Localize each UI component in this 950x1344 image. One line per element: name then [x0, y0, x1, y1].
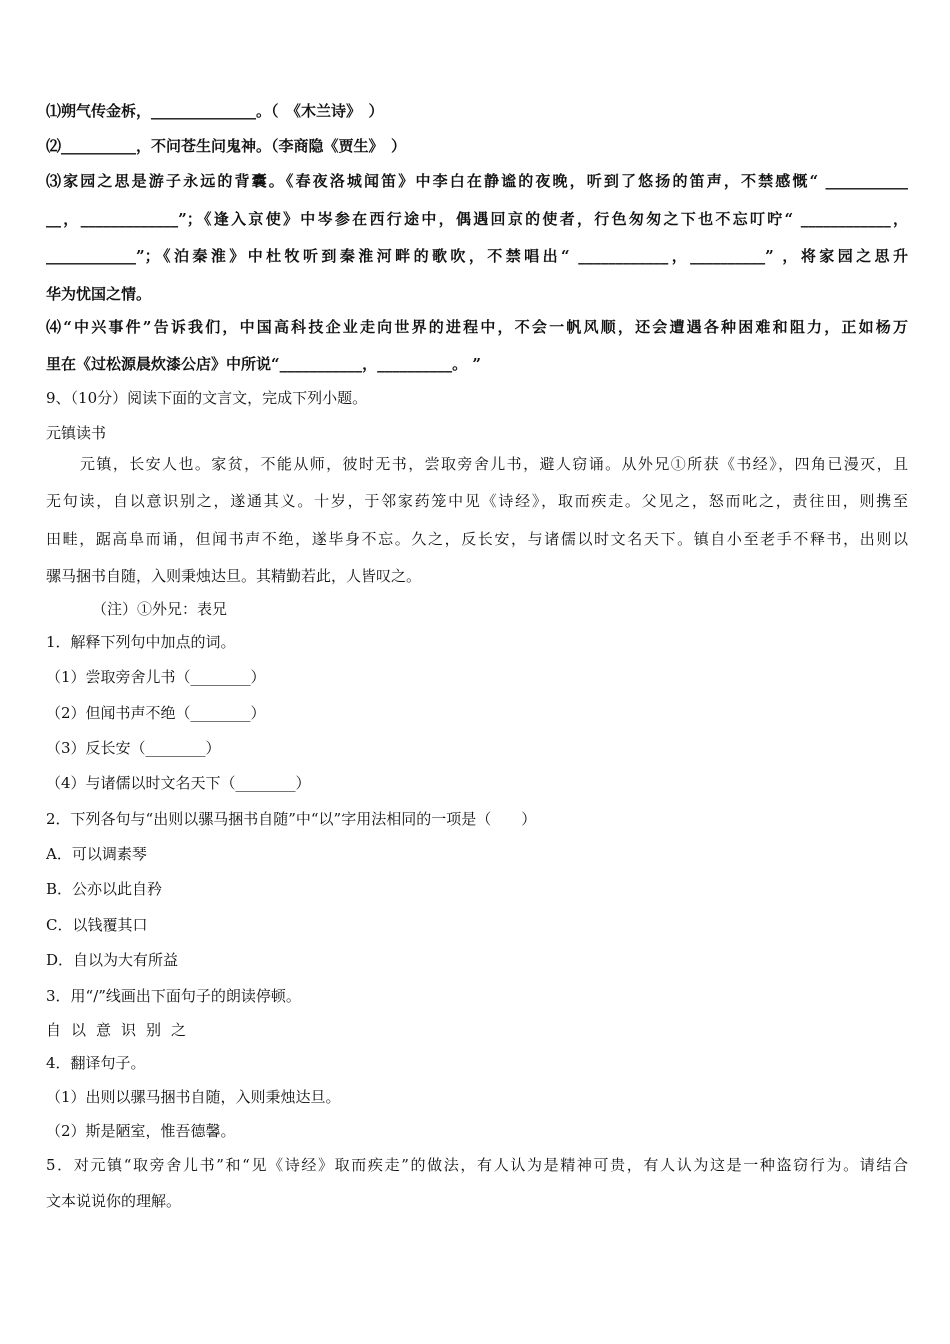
poem-fill-q3-line: ⑶家园之思是游子永远的背囊。《春夜洛城闻笛》中李白在静谧的夜晚，听到了悠扬的笛声，不禁感慨“ ___________ [46, 172, 908, 190]
passage-line: 元镇，长安人也。家贫，不能从师，彼时无书，尝取旁舍儿书，避人窃诵。从外兄①所获《书经》，四角已漫灭，且 [80, 455, 908, 473]
passage-note: （注）①外兄：表兄 [92, 600, 228, 618]
sub-question-4-stem: 4．翻译句子。 [46, 1054, 146, 1072]
sub-question-1-item: （1）尝取旁舍儿书（________） [46, 668, 266, 686]
option-b: B．公亦以此自矜 [46, 880, 163, 898]
poem-fill-q4-line: 里在《过松源晨炊漆公店》中所说“___________，__________。 ” [46, 355, 481, 373]
poem-fill-q3-line: 华为忧国之情。 [46, 285, 152, 303]
option-a: A．可以调素琴 [46, 845, 147, 863]
poem-fill-q3-line: ____________”；《泊秦淮》中杜牧听到秦淮河畔的歌吹，不禁唱出“ ____________，__________” ，将家园之思升 [46, 247, 908, 265]
sub-question-3-stem: 3．用“/”线画出下面句子的朗读停顿。 [46, 987, 301, 1005]
passage-line: 无句读，自以意识别之，遂通其义。十岁，于邻家药笼中见《诗经》，取而疾走。父见之，怒而叱之，责往田，则携至 [46, 492, 908, 510]
pause-sentence: 自以意识别之 [46, 1021, 197, 1039]
sub-question-1-item: （4）与诸儒以时文名天下（________） [46, 774, 311, 792]
sub-question-1-item: （2）但闻书声不绝（________） [46, 704, 266, 722]
poem-fill-q3-line: __，_____________”；《逢入京使》中岑参在西行途中，偶遇回京的使者，行色匆匆之下也不忘叮咛“ ____________， [46, 210, 908, 228]
passage-line: 田畦，踞高阜而诵，但闻书声不绝，遂毕身不忘。久之，反长安，与诸儒以时文名天下。镇自小至老手不释书，出则以 [46, 530, 908, 548]
sub-question-4-item: （2）斯是陋室，惟吾德馨。 [46, 1122, 236, 1140]
option-d: D．自以为大有所益 [46, 951, 179, 969]
question-9-header: 9、（10分）阅读下面的文言文，完成下列小题。 [46, 389, 368, 407]
sub-question-2-stem: 2．下列各句与“出则以骡马捆书自随”中“以”字用法相同的一项是（ ） [46, 810, 537, 828]
sub-question-5-stem-line: 5．对元镇“取旁舍儿书”和“见《诗经》取而疾走”的做法，有人认为是精神可贵，有人认为这是一种盗窃行为。请结合 [46, 1156, 908, 1174]
passage-title: 元镇读书 [46, 424, 107, 442]
poem-fill-q2: ⑵__________，不问苍生问鬼神。（李商隐《贾生》 ） [46, 137, 407, 155]
poem-fill-q4-line: ⑷“中兴事件”告诉我们，中国高科技企业走向世界的进程中，不会一帆风顺，还会遭遇各种困难和阻力，正如杨万 [46, 318, 908, 336]
passage-line: 骡马捆书自随，入则秉烛达旦。其精勤若此，人皆叹之。 [46, 567, 422, 585]
option-c: C．以钱覆其口 [46, 916, 148, 934]
sub-question-5-stem-line: 文本说说你的理解。 [46, 1192, 182, 1210]
poem-fill-q1: ⑴朔气传金柝，______________。（ 《木兰诗》 ） [46, 102, 384, 120]
sub-question-4-item: （1）出则以骡马捆书自随，入则秉烛达旦。 [46, 1088, 341, 1106]
sub-question-1-stem: 1．解释下列句中加点的词。 [46, 633, 236, 651]
sub-question-1-item: （3）反长安（________） [46, 739, 221, 757]
